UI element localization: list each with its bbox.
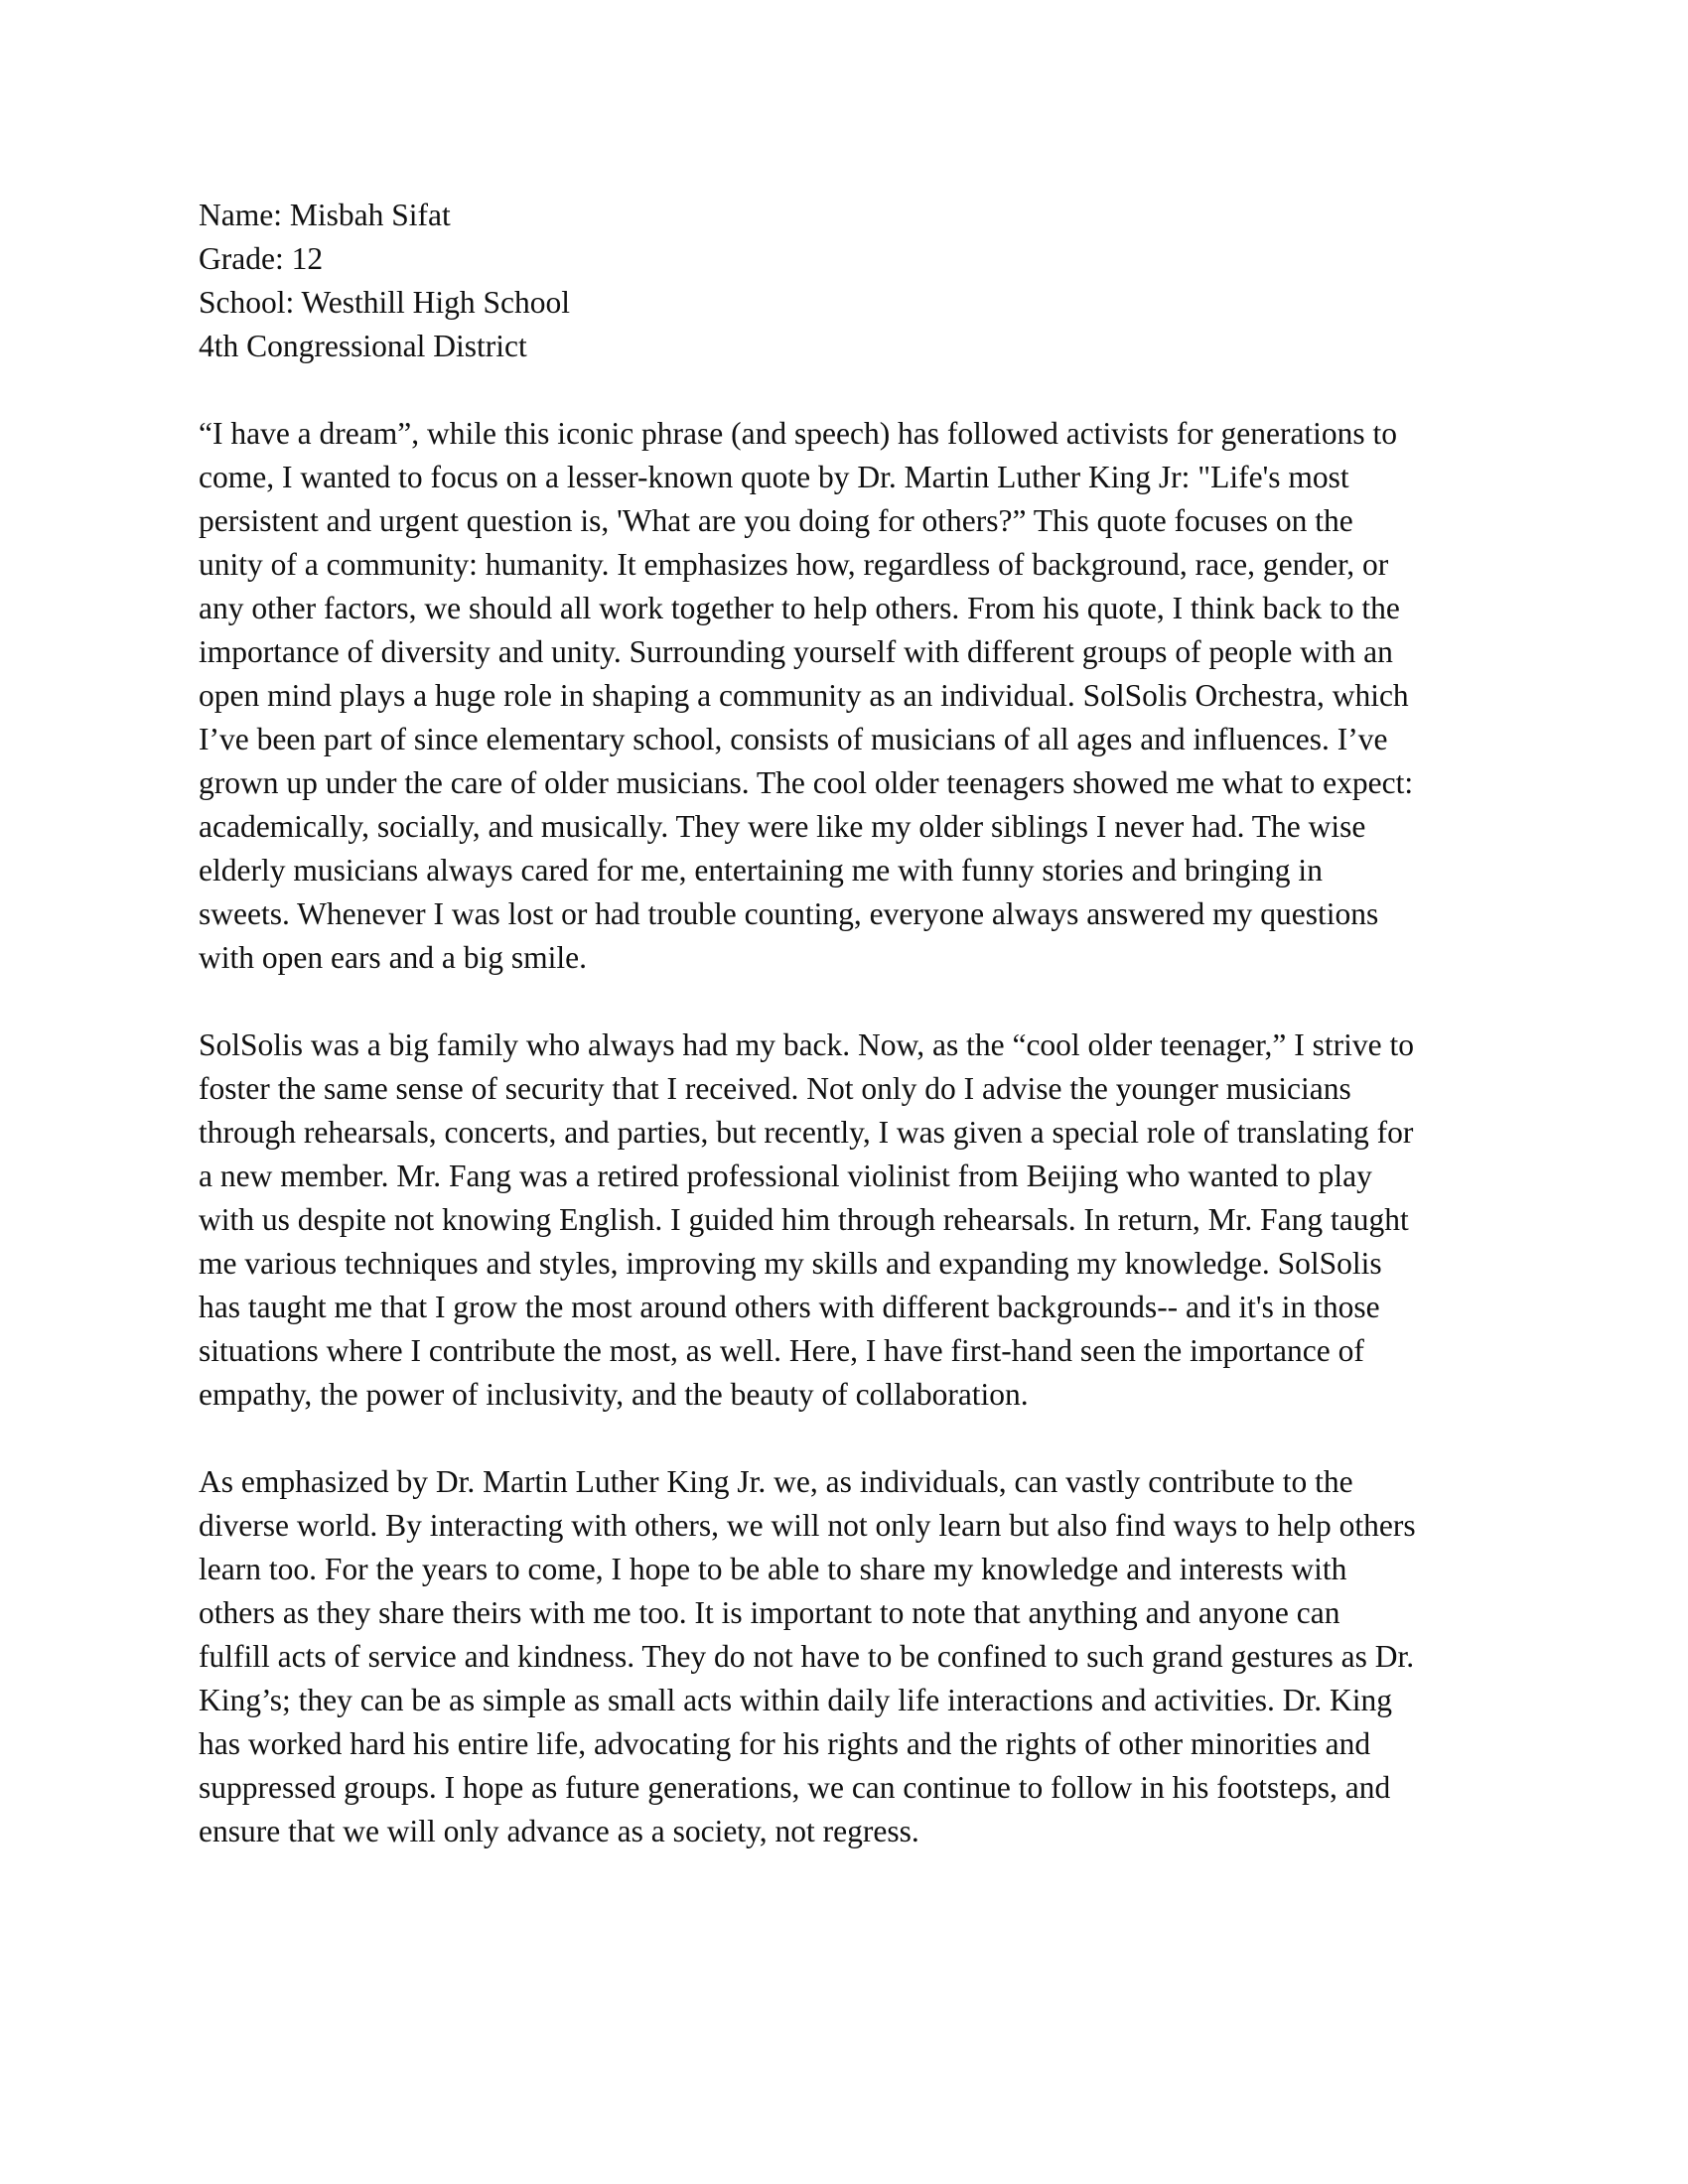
essay-paragraph <box>199 1024 1489 1417</box>
essay-line: any other factors, we should all work together to help others. From his quote, I think back to the <box>199 591 1400 625</box>
essay-line: situations where I contribute the most, as well. Here, I have first-hand seen the importance of <box>199 1333 1364 1368</box>
essay-line: persistent and urgent question is, 'What are you doing for others?” This quote focuses on the <box>199 503 1353 538</box>
essay-line: importance of diversity and unity. Surrounding yourself with different groups of people with an <box>199 634 1393 669</box>
student-grade: Grade: 12 <box>199 241 324 276</box>
essay-line: As emphasized by Dr. Martin Luther King Jr. we, as individuals, can vastly contribute to the <box>199 1464 1353 1499</box>
essay-line: me various techniques and styles, improving my skills and expanding my knowledge. SolSolis <box>199 1246 1382 1281</box>
congressional-district: 4th Congressional District <box>199 329 527 363</box>
essay-line: academically, socially, and musically. They were like my older siblings I never had. The wise <box>199 809 1366 844</box>
student-name: Name: Misbah Sifat <box>199 198 451 232</box>
essay-line: has worked hard his entire life, advocating for his rights and the rights of other minorities and <box>199 1726 1371 1761</box>
student-info-header <box>199 194 1489 368</box>
essay-line: empathy, the power of inclusivity, and the beauty of collaboration. <box>199 1377 1029 1412</box>
essay-line: fulfill acts of service and kindness. They do not have to be confined to such grand gestures as Dr. <box>199 1639 1415 1674</box>
essay-line: sweets. Whenever I was lost or had trouble counting, everyone always answered my questions <box>199 896 1379 931</box>
essay-line: through rehearsals, concerts, and parties, but recently, I was given a special role of translating for <box>199 1115 1414 1150</box>
essay-paragraph <box>199 1460 1489 1853</box>
essay-line: diverse world. By interacting with others, we will not only learn but also find ways to help others <box>199 1508 1416 1543</box>
essay-line: SolSolis was a big family who always had my back. Now, as the “cool older teenager,” I strive to <box>199 1027 1415 1062</box>
essay-line: suppressed groups. I hope as future generations, we can continue to follow in his footsteps, and <box>199 1770 1391 1805</box>
essay-line: foster the same sense of security that I received. Not only do I advise the younger musicians <box>199 1071 1351 1106</box>
essay-body <box>199 412 1489 1853</box>
essay-line: come, I wanted to focus on a lesser-known quote by Dr. Martin Luther King Jr: "Life's most <box>199 460 1349 494</box>
essay-line: others as they share theirs with me too. It is important to note that anything and anyone can <box>199 1595 1340 1630</box>
essay-line: elderly musicians always cared for me, entertaining me with funny stories and bringing in <box>199 853 1323 887</box>
essay-line: has taught me that I grow the most around others with different backgrounds-- and it's in those <box>199 1290 1380 1324</box>
essay-line: learn too. For the years to come, I hope to be able to share my knowledge and interests with <box>199 1552 1347 1586</box>
essay-line: open mind plays a huge role in shaping a community as an individual. SolSolis Orchestra, which <box>199 678 1409 713</box>
essay-line: a new member. Mr. Fang was a retired professional violinist from Beijing who wanted to play <box>199 1159 1372 1193</box>
essay-line: “I have a dream”, while this iconic phrase (and speech) has followed activists for generations to <box>199 416 1398 451</box>
essay-line: grown up under the care of older musicians. The cool older teenagers showed me what to expect: <box>199 765 1414 800</box>
essay-line: ensure that we will only advance as a society, not regress. <box>199 1814 919 1848</box>
document-content <box>199 194 1489 1853</box>
essay-line: unity of a community: humanity. It emphasizes how, regardless of background, race, gender, or <box>199 547 1389 582</box>
essay-line: with open ears and a big smile. <box>199 940 588 975</box>
essay-line: with us despite not knowing English. I guided him through rehearsals. In return, Mr. Fang taught <box>199 1202 1409 1237</box>
essay-line: I’ve been part of since elementary school, consists of musicians of all ages and influences. I’ve <box>199 722 1388 756</box>
student-school: School: Westhill High School <box>199 285 571 320</box>
essay-paragraph <box>199 412 1489 980</box>
essay-line: King’s; they can be as simple as small acts within daily life interactions and activities. Dr. King <box>199 1683 1392 1717</box>
